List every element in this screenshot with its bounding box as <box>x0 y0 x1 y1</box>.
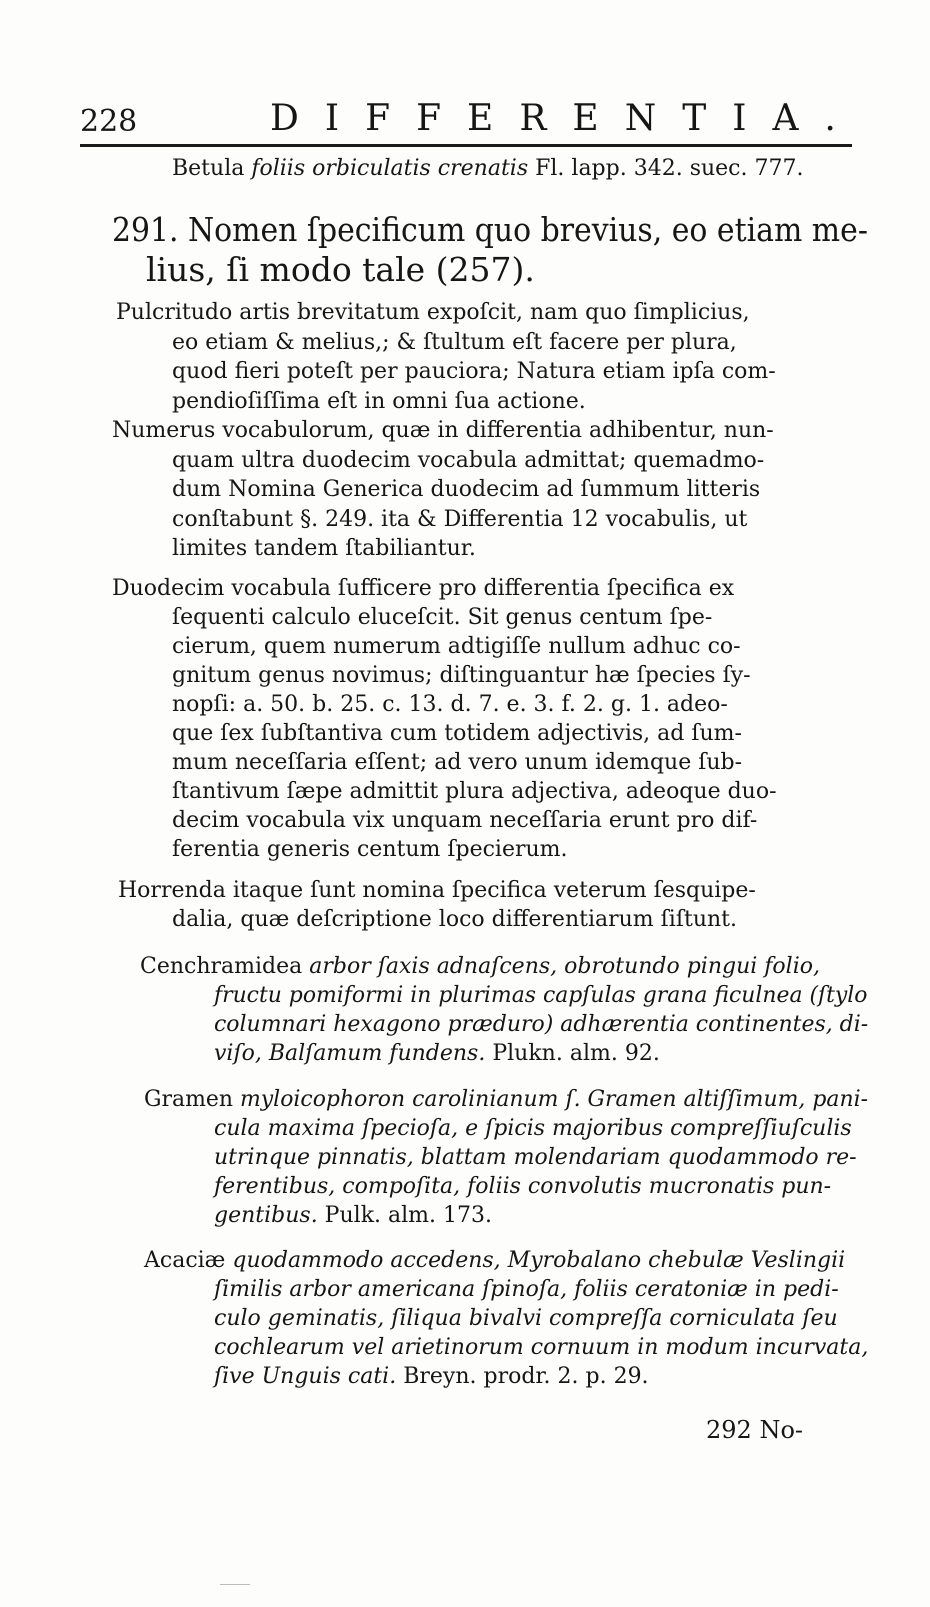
catchword: 292 No- <box>706 1416 803 1444</box>
para1-line-3: quod fieri poteſt per pauciora; Natura etiam ipſa com- <box>172 359 776 384</box>
para3-line-8: ſtantivum ſæpe admittit plura adjectiva, adeoque duo- <box>172 779 777 804</box>
para4-line-2: dalia, quæ deſcriptione loco differentiarum ſiſtunt. <box>172 907 737 932</box>
para2-line-2: quam ultra duodecim vocabula admittat; quemadmo- <box>172 448 765 473</box>
para1-line-1: Pulcritudo artis brevitatum expoſcit, nam quo ſimplicius, <box>116 300 750 325</box>
example2-line-4: ferentibus, compoſita, foliis convolutis mucronatis pun- <box>214 1174 832 1199</box>
para1-line-4: pendioſiſſima eſt in omni ſua actione. <box>172 389 586 414</box>
para3-line-5: nopſi: a. 50. b. 25. c. 13. d. 7. e. 3. f. 2. g. 1. adeo- <box>172 692 728 717</box>
example3-line-2: ſimilis arbor americana ſpinoſa, foliis ceratoniæ in pedi- <box>214 1277 839 1302</box>
example3-line-5: ſive Unguis cati. Breyn. prodr. 2. p. 29. <box>214 1364 649 1389</box>
example2-line-1: Gramen myloicophoron carolinianum ſ. Gramen altiſſimum, pani- <box>144 1087 869 1112</box>
para4-line-1: Horrenda itaque ſunt nomina ſpecifica veterum ſesquipe- <box>118 878 756 903</box>
para2-line-3: dum Nomina Generica duodecim ad ſummum litteris <box>172 477 761 502</box>
page-number: 228 <box>80 104 138 139</box>
example1-line-4: viſo, Balſamum fundens. Plukn. alm. 92. <box>214 1041 660 1066</box>
para2-line-1: Numerus vocabulorum, quæ in differentia adhibentur, nun- <box>112 418 774 443</box>
para3-line-10: ferentia generis centum ſpecierum. <box>172 837 568 862</box>
para1-line-2: eo etiam & melius,; & ſtultum eſt facere per plura, <box>172 330 737 355</box>
para3-line-4: gnitum genus novimus; diſtinguantur hæ ſpecies ſy- <box>172 663 751 688</box>
aphorism-line-1: 291. Nomen ſpecificum quo brevius, eo etiam me- <box>112 210 868 249</box>
betula-line: Betula foliis orbiculatis crenatis Fl. lapp. 342. suec. 777. <box>172 156 804 181</box>
running-title: DIFFERENTIA. <box>270 98 862 139</box>
para2-line-4: conſtabunt §. 249. ita & Differentia 12 vocabulis, ut <box>172 507 748 532</box>
para3-line-1: Duodecim vocabula ſufficere pro differentia ſpecifica ex <box>112 576 735 601</box>
para3-line-9: decim vocabula vix unquam neceſſaria erunt pro dif- <box>172 808 758 833</box>
para3-line-7: mum neceſſaria eſſent; ad vero unum idemque ſub- <box>172 750 743 775</box>
para3-line-2: ſequenti calculo eluceſcit. Sit genus centum ſpe- <box>172 605 713 630</box>
example3-line-4: cochlearum vel arietinorum cornuum in modum incurvata, <box>214 1335 869 1360</box>
example2-line-5: gentibus. Pulk. alm. 173. <box>214 1203 492 1228</box>
para2-line-5: limites tandem ſtabiliantur. <box>172 536 476 561</box>
aphorism-line-2: lius, ſi modo tale (257). <box>146 250 535 289</box>
example2-line-3: utrinque pinnatis, blattam molendariam quodammodo re- <box>214 1145 857 1170</box>
header-rule <box>80 144 852 147</box>
example2-line-2: cula maxima ſpecioſa, e ſpicis majoribus compreſſiuſculis <box>214 1116 852 1141</box>
example1-line-1: Cenchramidea arbor ſaxis adnaſcens, obrotundo pingui folio, <box>140 954 820 979</box>
example1-line-2: fructu pomiformi in plurimas capſulas grana ficulnea (ſtylo <box>214 983 868 1008</box>
example3-line-1: Acaciæ quodammodo accedens, Myrobalano chebulæ Veslingii <box>144 1248 846 1273</box>
example1-line-3: columnari hexagono præduro) adhærentia continentes, di- <box>214 1012 869 1037</box>
para3-line-6: que ſex ſubſtantiva cum totidem adjectivis, ad ſum- <box>172 721 742 746</box>
footer-mark <box>220 1584 250 1585</box>
example3-line-3: culo geminatis, ſiliqua bivalvi compreſſa corniculata ſeu <box>214 1306 838 1331</box>
running-head <box>80 98 862 148</box>
para3-line-3: cierum, quem numerum adtigiſſe nullum adhuc co- <box>172 634 741 659</box>
